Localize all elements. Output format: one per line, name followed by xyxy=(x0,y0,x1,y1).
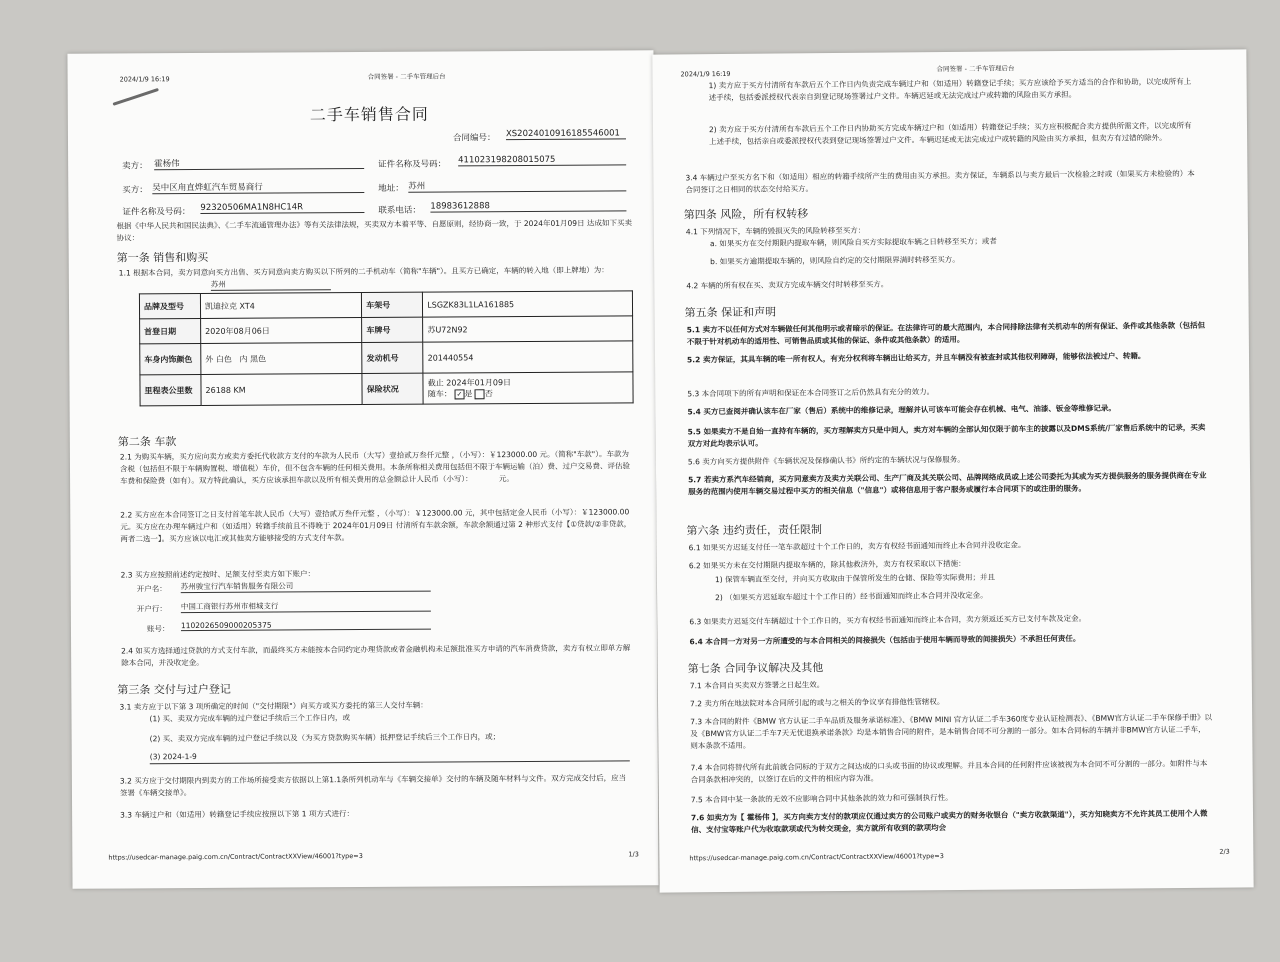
clause-3-1-c: (3) 2024-1-9 xyxy=(150,748,630,764)
engine-label: 发动机号 xyxy=(362,342,423,373)
clause-3-1-b: (2) 买、卖双方完成车辆的过户登记手续以及（为买方贷款购买车辆）抵押登记手续后三个工作日内，或； xyxy=(149,732,501,744)
footer-url: https://usedcar-manage.paig.com.cn/Contract/ContractXXView/46001?type=3 xyxy=(689,852,944,863)
clause-3-4: 3.4 车辆过户至买方名下和（如适用）相应的转籍手续所产生的费用由买方承担。卖方保证，车辆系以与卖方最后一次检验之时或（如果买方未检验的）本合同签订之日相同的状态交付给买方。 xyxy=(685,168,1195,195)
header-date: 2024/1/9 16:19 xyxy=(119,75,170,84)
clause-2-1: 2.1 为购买车辆，买方应向卖方或卖方委托代收款方支付的车款为人民币（大写）壹拾贰万叁仟元整 ，（小写）：￥123000.00 元。（简称"车款"）。车款为含税（包括但不限于车辆购置税、增值税）车价，但不包含车辆的任何相关费用。本条所称相关费用包括但不限于车辆运输（泊）费、过户交易费、评估验车费和保险费（如有）。双方特此确认，买方应该承担车款以及所有相关费用的总金额总计人民币（小写）： 元。 xyxy=(119,449,631,486)
checkbox-yes: ✓ xyxy=(454,389,464,399)
mileage-label: 里程表公里数 xyxy=(140,374,201,405)
footer-page: 1/3 xyxy=(628,850,639,859)
contract-no-label: 合同编号： xyxy=(452,133,496,144)
clause-5-3: 5.3 本合同项下的所有声明和保证在本合同签订之后仍然具有充分的效力。 xyxy=(687,387,935,399)
section-1-title: 第一条 销售和购买 xyxy=(116,250,209,265)
clause-7-6: 7.6 如卖方为【 霍杨伟 】，买方向卖方支付的款项应仅通过卖方的公司账户或卖方的财务收银台（"卖方收款渠道"），买方知晓卖方不允许其员工使用个人微信、支付宝等账户代为收取款项或代为转交现金，卖方就所有收到的款项均会 xyxy=(690,808,1208,835)
clause-7-5: 7.5 本合同中某一条款的无效不应影响合同中其他条款的效力和可强制执行性。 xyxy=(690,793,953,805)
checkbox-no xyxy=(475,389,485,399)
header-date: 2024/1/9 16:19 xyxy=(680,69,731,79)
mileage-value: 26188 KM xyxy=(201,374,362,406)
acct-name: 苏州骏宝行汽车销售服务有限公司 xyxy=(181,580,431,594)
clause-3-1-a: (1) 买、卖双方完成车辆的过户登记手续后三个工作日内，或 xyxy=(149,713,351,724)
reg-label: 首登日期 xyxy=(140,318,201,343)
addr-value: 苏州 xyxy=(408,178,626,192)
clause-5-1: 5.1 卖方不以任何方式对车辆做任何其他明示或者暗示的保证。在法律许可的最大范围内，本合同排除法律有关机动车的所有保证、条件或其他条款（包括但不限于针对机动车的适用性、可销售品质或其他的保证、条件或其他条款）的适用。 xyxy=(686,320,1206,347)
intro-paragraph: 根据《中华人民共和国民法典》、《二手车流通管理办法》等有关法律法规，买卖双方本着平等、自愿原则，经协商一致，于 2024年01月09日 达成如下买卖协议： xyxy=(116,218,632,243)
clause-5-5: 5.5 如果卖方不是自始一直持有车辆的，买方理解卖方只是中间人，卖方对车辆的全部认知仅限于前车主的披露以及DMS系统/厂家售后系统中的记录，买卖双方对此均表示认可。 xyxy=(687,422,1206,449)
clause-2-3: 2.3 买方应按照前述约定按时、足额支付至卖方如下账户： xyxy=(120,569,315,580)
plate-value: 苏U72N92 xyxy=(423,316,633,342)
clause-6-2-2: 2) （如果买方迟延取车超过十个工作日的）经书面通知而终止本合同并没收定金。 xyxy=(715,590,988,603)
clause-1-1-place: 苏州 xyxy=(211,278,331,291)
acct-no: 1102026509000205375 xyxy=(181,620,431,632)
section-4-title: 第四条 风险，所有权转移 xyxy=(683,207,809,222)
clause-4-1: 4.1 下列情况下，车辆的毁损灭失的风险转移至买方： xyxy=(685,225,866,237)
clause-6-1: 6.1 如果买方迟延支付任一笔车款超过十个工作日的，卖方有权经书面通知而终止本合同并没收定金。 xyxy=(688,540,1026,553)
ins-with-row xyxy=(428,387,629,399)
vin-value: LSGZK83L1LA161885 xyxy=(423,291,633,317)
ins-until: 截止 2024年01月09日 xyxy=(427,378,512,388)
clause-6-3: 6.3 如果卖方迟延交付车辆超过十个工作日的，买方有权经书面通知而终止本合同，卖方须返还买方已支付车款及定金。 xyxy=(689,613,1087,627)
ins-label: 保险状况 xyxy=(362,373,423,404)
clause-3-3: 3.3 车辆过户和（如适用）转籍登记手续应按照以下第 1 项方式进行： xyxy=(120,809,354,820)
engine-value: 201440554 xyxy=(423,341,633,373)
buyer-name: 吴中区甪直烨虹汽车贸易商行 xyxy=(152,180,364,194)
clause-7-1: 7.1 本合同自买卖双方签署之日起生效。 xyxy=(689,680,825,691)
vin-label: 车架号 xyxy=(362,292,423,317)
cert-label: 证件名称及号码： xyxy=(122,207,191,218)
ins-with: 随车： xyxy=(427,389,452,399)
clause-3-3-2: 2) 卖方应于买方付清所有车款后五个工作日内协助买方完成车辆过户和（如适用）转籍登记手续；买方应积极配合卖方提供所需文件，以完成所有上述手续，包括亲自或委派授权代表到登记现场签署过户文件。车辆迟延或无法完成过户或转籍的风险由买方承担，但卖方有过错的除外。 xyxy=(708,120,1192,147)
clause-7-3: 7.3 本合同的附件《BMW 官方认证二手车品质及服务承诺标准》、《BMW MINI 官方认证二手车360度专业认证检测表》、《BMW官方认证二手车保修手册》以及《BMW官方认证二手车7天无忧退换承诺条款》均是本销售合同的附件，是本销售合同不可分割的一部分。如本合同标的车辆并非BMW官方认证二手车，则本条款不适用。 xyxy=(690,712,1213,751)
acct-name-label: 开户名： xyxy=(136,584,167,594)
clause-6-4: 6.4 本合同一方对另一方所遭受的与本合同相关的间接损失（包括由于使用车辆而导致的间接损失）不承担任何责任。 xyxy=(689,633,1081,647)
id-value: 411023198208015075 xyxy=(458,154,626,166)
clause-6-2-1: 1) 保管车辆直至交付，并向买方收取由于保管所发生的仓储、保险等实际费用；并且 xyxy=(714,572,996,585)
buyer-label: 买方： xyxy=(122,185,148,196)
table-row xyxy=(140,316,633,344)
clause-5-4: 5.4 买方已查阅并确认该车在厂家（售后）系统中的维修记录，理解并认可该车可能会存在机械、电气、油漆、钣金等维修记录。 xyxy=(687,403,1116,417)
clause-4-1-a: a. 如果买方在交付期限内提取车辆，则风险自买方实际提取车辆之日转移至买方；或者 xyxy=(709,236,997,249)
reg-value: 2020年08月06日 xyxy=(201,318,362,344)
clause-7-4: 7.4 本合同将替代所有此前就合同标的于双方之间达成的口头或书面的协议或理解。并且本合同的任何附件应该被视为本合同不可分割的一部分。如附件与本合同条款相冲突的，以签订在后的文件的相应内容为准。 xyxy=(690,758,1208,785)
section-5-title: 第五条 保证和声明 xyxy=(684,305,777,320)
phone-label: 联系电话： xyxy=(378,205,421,216)
clause-5-6: 5.6 卖方向买方提供附件《车辆状况及保修确认书》所约定的车辆状况与保修服务。 xyxy=(687,454,965,467)
contract-no: XS2024010916185546001 xyxy=(506,128,626,140)
acct-bank: 中国工商银行苏州市相城支行 xyxy=(181,600,431,614)
acct-no-label: 账号： xyxy=(146,624,170,634)
section-6-title: 第六条 违约责任，责任限制 xyxy=(686,523,823,538)
section-7-title: 第七条 合同争议解决及其他 xyxy=(687,661,824,676)
clause-7-2: 7.2 卖方所在地法院对本合同所引起的或与之相关的争议享有排他性管辖权。 xyxy=(689,697,945,709)
brand-label: 品牌及型号 xyxy=(139,293,200,318)
clause-5-2: 5.2 卖方保证，其具车辆的唯一所有权人，有充分权利将车辆出让给买方，并且车辆没有被查封或其他权利障碍，能够依法被过户、转籍。 xyxy=(686,351,1146,365)
clause-1-1: 1.1 根据本合同，卖方同意向买方出售、买方同意向卖方购买以下所列的二手机动车（简称"车辆"）。且买方已确定，车辆的转入地（即上牌地）为： xyxy=(118,265,609,278)
seller-name: 霍杨伟 xyxy=(154,156,364,170)
color-interior: 内 黑色 xyxy=(239,354,267,364)
ins-value xyxy=(423,372,633,404)
clause-2-4: 2.4 如买方选择通过贷款的方式支付车款，而最终买方未能按本合同约定办理贷款或者金融机构未足额批准买方申请的汽车消费贷款，卖方有权立即单方解除本合同，并没收定金。 xyxy=(121,643,631,668)
clause-2-2: 2.2 买方应在本合同签订之日支付首笔车款人民币（大写）壹拾贰万叁仟元整 ，（小写）：￥123000.00 元，其中包括定金人民币（小写）：￥123000.00 元。买方应在办理车辆过户和（如适用）转籍手续前且不得晚于 2024年01月09日 付清所有车款余额，车款余额通过第 2 种形式支付【①贷款/②非贷款，两者二选一】。买方应该以电汇或其他卖方能够接受的方式支付车款。 xyxy=(120,507,632,544)
section-3-title: 第三条 交付与过户登记 xyxy=(117,682,231,697)
cert-value: 92320506MA1N8HC14R xyxy=(200,202,364,214)
footer-page: 2/3 xyxy=(1219,847,1230,856)
plate-label: 车牌号 xyxy=(362,317,423,342)
color-exterior: 外 白色 xyxy=(205,354,232,364)
table-row xyxy=(140,372,633,406)
header-title: 合同签署 - 二手车管理后台 xyxy=(936,64,1015,74)
clause-5-7: 5.7 若卖方系汽车经销商，买方同意卖方及卖方关联公司、生产厂商及其关联公司、品牌网络成员或上述公司委托为其或为买方提供服务的服务提供商在专业服务的范围内使用车辆交易过程中买方的相关信息（"信息"）或将信息用于客户服务或履行本合同项下的或注册的服务。 xyxy=(688,470,1207,497)
acct-bank-label: 开户行： xyxy=(136,604,167,614)
clause-4-2: 4.2 车辆的所有权在买、卖双方完成车辆交付时转移至买方。 xyxy=(686,279,889,291)
id-label: 证件名称及号码： xyxy=(378,159,447,170)
addr-label: 地址： xyxy=(378,183,404,194)
section-2-title: 第二条 车款 xyxy=(117,435,177,449)
seller-label: 卖方： xyxy=(122,161,148,172)
color-label: 车身内饰颜色 xyxy=(140,343,201,374)
table-row xyxy=(139,291,632,319)
page-title: 二手车销售合同 xyxy=(309,104,429,125)
clause-3-2: 3.2 买方应于交付期限内到卖方的工作场所接受卖方依据以上第1.1条所列机动车与《车辆交接单》交付的车辆及随车材料与文件。双方完成交付后，应当签署《车辆交接单》。 xyxy=(119,773,627,798)
pen-image xyxy=(112,88,159,106)
phone-value: 18983612888 xyxy=(430,200,626,212)
ins-yes: 是 xyxy=(464,389,473,399)
ins-no: 否 xyxy=(484,389,493,399)
clause-4-1-b: b. 如果买方逾期提取车辆的，则风险自约定的交付期限界满时转移至买方。 xyxy=(710,254,960,267)
clause-3-1: 3.1 卖方应于以下第 3 项所确定的时间（"交付期限"）向买方或买方委托的第三人交付车辆： xyxy=(119,700,428,712)
footer-url: https://usedcar-manage.paig.com.cn/Contract/ContractXXView/46001?type=3 xyxy=(108,852,363,862)
clause-3-3-1: 1) 卖方应于买方付清所有车款后五个工作日内负责完成车辆过户和（如适用）转籍登记手续；买方应该给予买方适当的合作和协助，以完成所有上述手续，包括委派授权代表亲自到登记现场签署过户文件。车辆迟延或无法完成过户或转籍的风险由买方承担。 xyxy=(708,76,1192,103)
clause-6-2: 6.2 如果买方未在交付期限内提取车辆的，除其他救济外，卖方有权采取以下措施： xyxy=(688,558,966,571)
table-row xyxy=(140,341,633,375)
brand-value: 凯迪拉克 XT4 xyxy=(200,293,361,319)
header-title: 合同签署 - 二手车管理后台 xyxy=(367,72,446,81)
vehicle-table xyxy=(139,290,634,406)
color-value xyxy=(201,343,362,375)
contract-page-2 xyxy=(652,49,1253,892)
contract-page-1 xyxy=(67,50,658,889)
